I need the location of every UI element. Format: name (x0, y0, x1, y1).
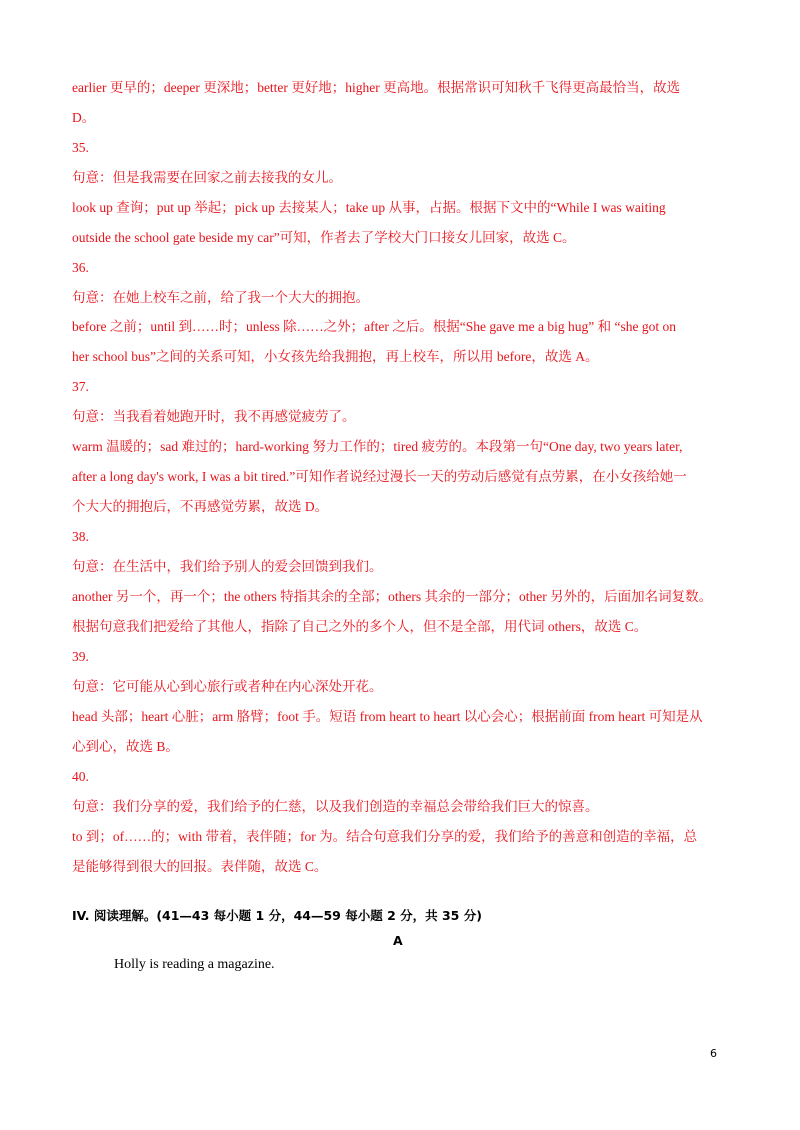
answer-line: before 之前；until 到……时；unless 除……之外；after 之后。根据“She gave me a big hug” 和 “she got on (72, 319, 677, 334)
sentence-meaning: 句意：在她上校车之前，给了我一个大大的拥抱。 (72, 290, 369, 305)
passage-text: Holly is reading a magazine. (114, 957, 275, 972)
answer-line: another 另一个，再一个；the others 特指其余的全部；others 其余的一部分；other 另外的，后面加名词复数。 (72, 589, 713, 604)
sentence-meaning: 句意：但是我需要在回家之前去接我的女儿。 (72, 170, 342, 185)
question-number: 40. (72, 769, 89, 784)
answer-line: 心到心，故选 B。 (72, 739, 179, 754)
question-number: 38. (72, 529, 89, 544)
section-heading: IV. 阅读理解。(41—43 每小题 1 分，44—59 每小题 2 分，共 35 分) (72, 908, 482, 923)
question-number: 36. (72, 260, 89, 275)
sentence-meaning: 句意：当我看着她跑开时，我不再感觉疲劳了。 (72, 409, 356, 424)
answer-line: her school bus”之间的关系可知，小女孩先给我拥抱，再上校车，所以用 before，故选 A。 (72, 349, 599, 364)
question-number: 37. (72, 379, 89, 394)
answer-line: after a long day's work, I was a bit tired.”可知作者说经过漫长一天的劳动后感觉有点劳累，在小女孩给她一 (72, 469, 687, 484)
passage-label: A (393, 933, 403, 948)
answer-line: 个大大的拥抱后，不再感觉劳累，故选 D。 (72, 499, 329, 514)
question-number: 39. (72, 649, 89, 664)
page-number: 6 (710, 1047, 717, 1060)
answer-line: 是能够得到很大的回报。表伴随，故选 C。 (72, 859, 328, 874)
answer-line: warm 温暖的；sad 难过的；hard-working 努力工作的；tired 疲劳的。本段第一句“One day, two years later, (72, 439, 683, 454)
answer-line: 根据句意我们把爱给了其他人，指除了自己之外的多个人，但不是全部，用代词 others，故选 C。 (72, 619, 648, 634)
answer-line: to 到；of……的；with 带着，表伴随；for 为。结合句意我们分享的爱，我们给予的善意和创造的幸福，总 (72, 829, 698, 844)
answer-line: head 头部；heart 心脏；arm 胳臂；foot 手。短语 from heart to heart 以心会心；根据前面 from heart 可知是从 (72, 709, 703, 724)
sentence-meaning: 句意：我们分享的爱，我们给予的仁慈，以及我们创造的幸福总会带给我们巨大的惊喜。 (72, 799, 599, 814)
sentence-meaning: 句意：在生活中，我们给予别人的爱会回馈到我们。 (72, 559, 383, 574)
answer-line: earlier 更早的；deeper 更深地；better 更好地；higher 更高地。根据常识可知秋千飞得更高最恰当，故选 (72, 80, 681, 95)
question-number: 35. (72, 140, 89, 155)
answer-line: D。 (72, 110, 96, 125)
sentence-meaning: 句意：它可能从心到心旅行或者种在内心深处开花。 (72, 679, 383, 694)
answer-line: look up 查询；put up 举起；pick up 去接某人；take up 从事，占据。根据下文中的“While I was waiting (72, 200, 666, 215)
answer-line: outside the school gate beside my car”可知，作者去了学校大门口接女儿回家，故选 C。 (72, 230, 576, 245)
